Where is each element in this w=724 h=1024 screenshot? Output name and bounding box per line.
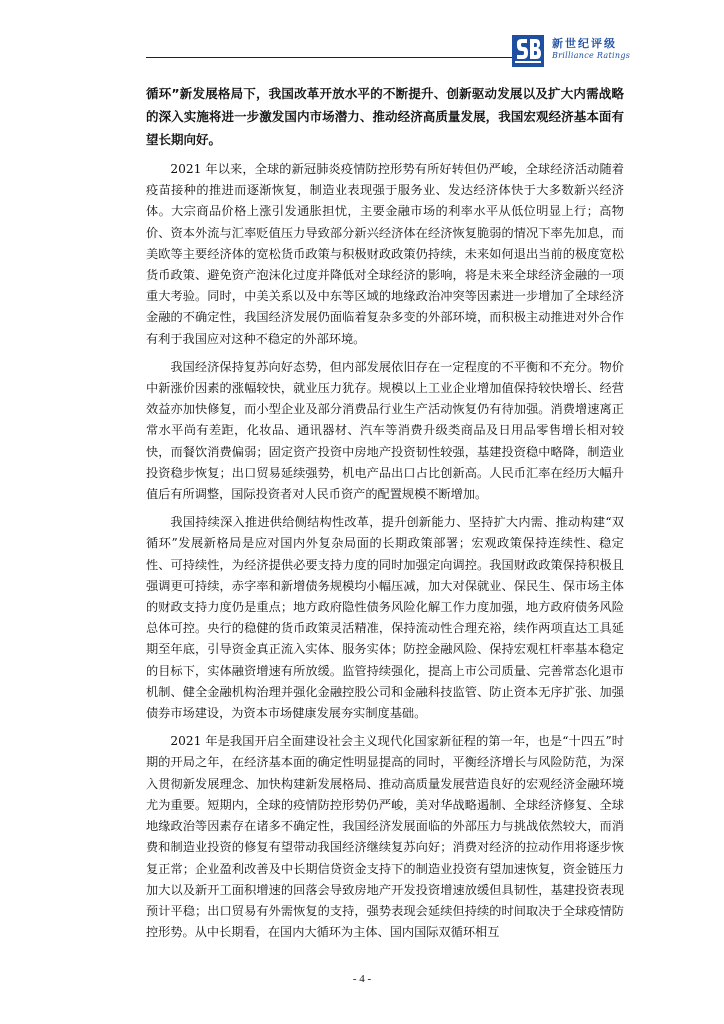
body-paragraph: 我国经济保持复苏向好态势，但内部发展依旧存在一定程度的不平衡和不充分。物价中新涨价因素的涨幅较快，就业压力犹存。规模以上工业企业增加值保持较快增长、经营效益亦加快修复，而小型企业及部分消费品行业生产活动恢复仍有待加强。消费增速离正常水平尚有差距，化妆品、通讯器材、汽车等消费升级类商品及日用品零售增长相对较快，而餐饮消费偏弱；固定资产投资中房地产投资韧性较强，基建投资稳中略降，制造业投资稳步恢复；出口贸易延续强势，机电产品出口占比创新高。人民币汇率在经历大幅升值后有所调整，国际投资者对人民币资产的配置规模不断增加。 <box>146 359 624 502</box>
page-number: - 4 - <box>352 973 372 985</box>
body-paragraph: 2021 年以来，全球的新冠肺炎疫情防控形势有所好转但仍严峻，全球经济活动随着疫苗接种的推进而逐渐恢复，制造业表现强于服务业、发达经济体快于大多数新兴经济体。大宗商品价格上涨引发通胀担忧，主要金融市场的利率水平从低位明显上行；高物价、资本外流与汇率贬值压力导致部分新兴经济体在经济恢复脆弱的情况下率先加息，而美欧等主要经济体的宽松货币政策与积极财政政策仍持续，未来如何退出当前的极度宽松货币政策、避免资产泡沫化过度并降低对全球经济的影响，将是未来全球经济金融的一项重大考验。同时，中美关系以及中东等区域的地缘政治冲突等因素进一步增加了全球经济金融的不确定性，我国经济发展仍面临着复杂多变的外部环境，而积极主动推进对外合作有利于我国应对这种不稳定的外部环境。 <box>146 162 624 346</box>
body-paragraph: 我国持续深入推进供给侧结构性改革，提升创新能力、坚持扩大内需、推动构建“双循环”发展新格局是应对国内外复杂局面的长期政策部署；宏观政策保持连续性、稳定性、可持续性，为经济提供必要支持力度的同时加强定向调控。我国财政政策保持积极且强调更可持续，赤字率和新增债务规模均小幅压减，加大对保就业、保民生、保市场主体的财政支持力度仍是重点；地方政府隐性债务风险化解工作力度加强，地方政府债务风险总体可控。央行的稳健的货币政策灵活精准，保持流动性合理充裕，续作两项直达工具延期至年底，引导资金真正流入实体、服务实体；防控金融风险、保持宏观杠杆率基本稳定的目标下，实体融资增速有所放缓。监管持续强化，提高上市公司质量、完善常态化退市机制、健全金融机构治理并强化金融控股公司和金融科技监管、防止资本无序扩张、加强债券市场建设，为资本市场健康发展夯实制度基础。 <box>146 515 624 721</box>
body-paragraph: 2021 年是我国开启全面建设社会主义现代化国家新征程的第一年，也是“十四五”时期的开局之年，在经济基本面的确定性明显提高的同时，平衡经济增长与风险防范，为深入贯彻新发展理念、加快构建新发展格局、推动高质量发展营造良好的宏观经济金融环境尤为重要。短期内，全球的疫情防控形势仍严峻，美对华战略遏制、全球经济修复、全球地缘政治等因素存在诸多不确定性，我国经济发展面临的外部压力与挑战依然较大，而消费和制造业投资的修复有望带动我国经济继续复苏向好；消费对经济的拉动作用将逐步恢复正常；企业盈利改善及中长期信贷资金支持下的制造业投资有望加速恢复，资金链压力加大以及新开工面积增速的回落会导致房地产开发投资增速放缓但具韧性，基建投资表现预计平稳；出口贸易有外需恢复的支持，强势表现会延续但持续的时间取决于全球疫情防控形势。从中长期看，在国内大循环为主体、国内国际双循环相互 <box>146 734 624 940</box>
brand-name-en: Brilliance Ratings <box>552 51 631 60</box>
brand-logo-icon <box>512 35 544 67</box>
brand-name-cn: 新世纪评级 <box>552 37 617 50</box>
header-rule <box>146 57 516 58</box>
lead-paragraph: 循环”新发展格局下，我国改革开放水平的不断提升、创新驱动发展以及扩大内需战略的深入实施将进一步激发国内市场潜力、推动经济高质量发展，我国宏观经济基本面有望长期向好。 <box>146 86 624 147</box>
document-body <box>146 82 624 950</box>
